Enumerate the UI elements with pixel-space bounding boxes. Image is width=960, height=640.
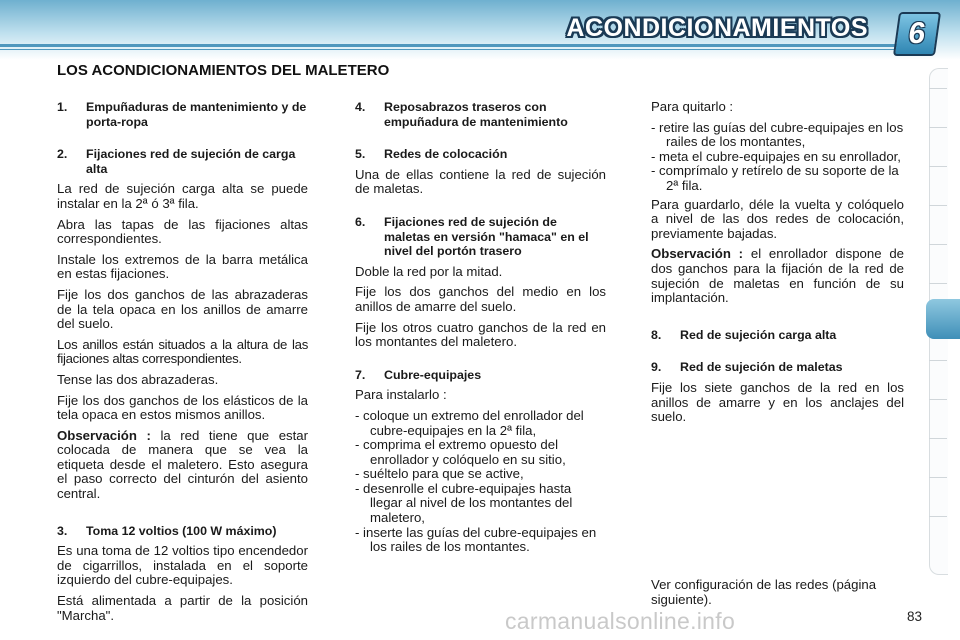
paragraph: La red de sujeción carga alta se puede instalar en la 2ª ó 3ª fila. bbox=[57, 181, 308, 211]
section-heading-8: 8. Red de sujeción carga alta bbox=[651, 327, 837, 342]
paragraph: Fije los dos ganchos de los elásticos de la tela opaca en estos mismos anillos. bbox=[57, 392, 308, 423]
paragraph: Tense las dos abrazaderas. bbox=[57, 371, 219, 387]
index-divider bbox=[929, 438, 947, 439]
list-item: - coloque un extremo del enrollador del cubre-equipajes en la 2ª fila, bbox=[355, 407, 584, 438]
remove-steps-list bbox=[651, 121, 904, 194]
paragraph: Una de ellas contiene la red de sujeción de maletas. bbox=[355, 166, 606, 197]
section-heading-2: 2. Fijaciones red de sujeción de carga alta bbox=[57, 147, 296, 176]
index-divider bbox=[929, 516, 947, 517]
list-item: - desenrolle el cubre-equipajes hasta llegar al nivel de los montantes del maletero, bbox=[355, 480, 573, 526]
install-steps-list bbox=[355, 409, 606, 555]
page-title: LOS ACONDICIONAMIENTOS DEL MALETERO bbox=[57, 62, 390, 79]
paragraph: Fije los siete ganchos de la red en los anillos de amarre y en los anclajes del suelo. bbox=[651, 379, 904, 425]
watermark: carmanualsonline.info bbox=[505, 608, 736, 634]
section-heading-4: 4. Reposabrazos traseros con empuñadura de mantenimiento bbox=[355, 100, 568, 129]
paragraph: Para instalarlo : bbox=[355, 387, 447, 403]
index-divider bbox=[929, 127, 947, 128]
chapter-tab-active[interactable] bbox=[926, 299, 960, 339]
observation-note: Observación : el enrollador dispone de dos ganchos para la fijación de la red de sujeción de maletas en función de su implantación. bbox=[651, 246, 904, 306]
list-item: - retire las guías del cubre-equipajes en los railes de los montantes, bbox=[651, 119, 904, 150]
chapter-title: ACONDICIONAMIENTOS bbox=[566, 14, 868, 42]
paragraph: Está alimentada a partir de la posición "Marcha". bbox=[57, 593, 308, 623]
section-heading-7: 7. Cubre-equipajes bbox=[355, 367, 482, 382]
column-2 bbox=[355, 100, 606, 559]
paragraph: Abra las tapas de las fijaciones altas correspondientes. bbox=[57, 216, 308, 247]
index-divider bbox=[929, 244, 947, 245]
paragraph: Fije los otros cuatro ganchos de la red en los montantes del maletero. bbox=[355, 319, 606, 350]
column-1 bbox=[57, 100, 308, 629]
index-divider bbox=[929, 360, 947, 361]
list-item: - inserte las guías del cubre-equipajes en los railes de los montantes. bbox=[355, 524, 597, 555]
section-heading-6: 6. Fijaciones red de sujeción de maletas en versión "hamaca" en el nivel del portón trasero bbox=[355, 214, 589, 259]
list-item: - comprímalo y retírelo de su soporte de la 2ª fila. bbox=[651, 163, 899, 193]
index-divider bbox=[929, 88, 947, 89]
header-divider bbox=[0, 44, 905, 47]
index-divider bbox=[929, 399, 947, 400]
list-item: - suéltelo para que se active, bbox=[355, 466, 524, 482]
column-3 bbox=[651, 100, 904, 431]
section-heading-5: 5. Redes de colocación bbox=[355, 147, 508, 162]
section-heading-9: 9. Red de sujeción de maletas bbox=[651, 360, 843, 375]
list-item: - meta el cubre-equipajes en su enrollador, bbox=[651, 148, 901, 164]
paragraph: Es una toma de 12 voltios tipo encendedor de cigarrillos, instalada en el soporte izquierdo del cubre-equipajes. bbox=[57, 543, 308, 588]
index-divider bbox=[929, 283, 947, 284]
index-divider bbox=[929, 166, 947, 167]
header-divider-thin bbox=[0, 49, 895, 50]
chapter-number-badge: 6 bbox=[893, 12, 941, 56]
paragraph: Fije los dos ganchos del medio en los anillos de amarre del suelo. bbox=[355, 284, 606, 314]
observation-note: Observación : la red tiene que estar colocada de manera que se vea la etiqueta desde el maletero. Esto asegura el paso correcto del cinturón del asiento central. bbox=[57, 427, 309, 502]
section-heading-1: 1. Empuñaduras de mantenimiento y de porta-ropa bbox=[57, 100, 307, 129]
footer-note: Ver configuración de las redes (página siguiente). bbox=[651, 577, 877, 607]
section-heading-3: 3. Toma 12 voltios (100 W máximo) bbox=[57, 523, 277, 538]
paragraph: Instale los extremos de la barra metálica en estas fijaciones. bbox=[57, 251, 308, 282]
index-divider bbox=[929, 477, 947, 478]
index-divider bbox=[929, 205, 947, 206]
paragraph: Doble la red por la mitad. bbox=[355, 263, 503, 279]
paragraph: Fije los dos ganchos de las abrazaderas de la tela opaca en los anillos de amarre del suelo. bbox=[57, 286, 308, 332]
paragraph: Los anillos están situados a la altura de las fijaciones altas correspondientes. bbox=[57, 336, 308, 367]
page-number: 83 bbox=[907, 609, 923, 624]
list-item: - comprima el extremo opuesto del enrollador y colóquelo en su sitio, bbox=[355, 437, 566, 467]
paragraph: Para guardarlo, déle la vuelta y colóquelo a nivel de las dos redes de colocación, previamente bajadas. bbox=[651, 196, 904, 241]
paragraph: Para quitarlo : bbox=[651, 99, 734, 114]
